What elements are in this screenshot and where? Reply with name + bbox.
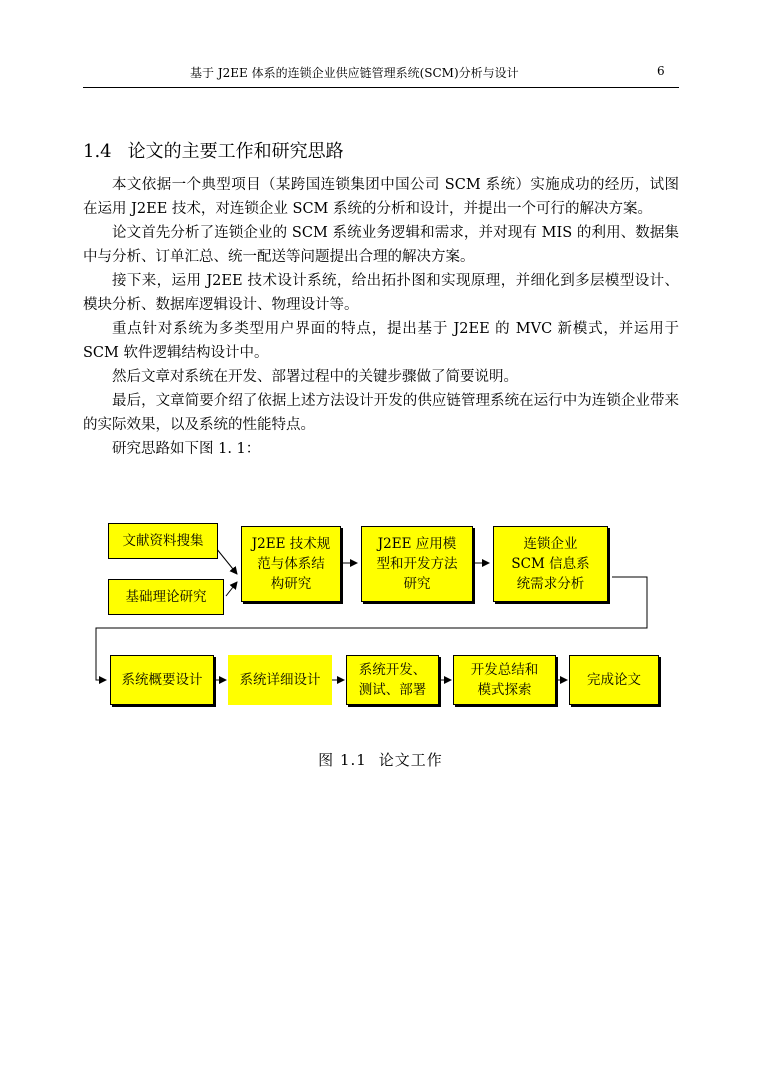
flow-box-development	[346, 655, 439, 705]
box-line: 型和开发方法	[376, 556, 458, 572]
box-line: 测试、部署	[358, 682, 427, 698]
box-line: 完成论文	[587, 672, 641, 688]
flow-box-finish	[569, 655, 659, 705]
box-line: J2EE 应用模	[377, 536, 457, 552]
paragraph: 研究思路如下图 1. 1：	[112, 441, 261, 457]
paragraph: 最后，文章简要介绍了依据上述方法设计开发的供应链管理系统在运行中为连锁企业带来的实际效果，以及系统的性能特点。	[83, 393, 679, 433]
flow-box-requirements	[493, 526, 608, 602]
section-title: 论文的主要工作和研究思路	[127, 141, 344, 162]
figure-number: 图 1.1	[318, 751, 367, 769]
figure-title: 论文工作	[378, 751, 443, 769]
box-line: 研究	[403, 576, 431, 592]
paragraph: 接下来，运用 J2EE 技术设计系统，给出拓扑图和实现原理，并细化到多层模型设计、模块分析、数据库逻辑设计、物理设计等。	[83, 273, 679, 313]
box-line: 连锁企业	[523, 536, 578, 552]
box-line: 基础理论研究	[125, 589, 207, 605]
box-line: SCM 信息系	[511, 556, 590, 572]
box-line: 系统详细设计	[239, 672, 321, 688]
box-line: 系统开发、	[358, 662, 427, 678]
paragraph: 重点针对系统为多类型用户界面的特点，提出基于 J2EE 的 MVC 新模式，并运用于 SCM 软件逻辑结构设计中。	[83, 321, 679, 361]
page-number: 6	[657, 64, 665, 78]
box-line: 范与体系结	[257, 556, 325, 572]
box-line: 开发总结和	[470, 662, 539, 678]
box-line: 系统概要设计	[121, 672, 203, 688]
arrow-theory-to-spec	[226, 582, 237, 596]
box-line: J2EE 技术规	[251, 536, 331, 552]
paragraph: 论文首先分析了连锁企业的 SCM 系统业务逻辑和需求，并对现有 MIS 的利用、数据集中与分析、订单汇总、统一配送等问题提出合理的解决方案。	[83, 225, 679, 265]
box-line: 文献资料搜集	[122, 533, 204, 549]
section-number: 1.4	[83, 141, 112, 162]
arrow-lit-to-spec	[216, 548, 237, 574]
paragraph: 然后文章对系统在开发、部署过程中的关键步骤做了简要说明。	[112, 369, 518, 385]
figure-caption	[0, 749, 761, 770]
flow-box-j2ee-spec	[241, 526, 341, 602]
box-line: 模式探索	[477, 682, 532, 698]
header-title: 基于 J2EE 体系的连锁企业供应链管理系统(SCM)分析与设计	[190, 66, 519, 80]
flow-box-summary	[453, 655, 556, 705]
flow-box-overview-design	[110, 655, 214, 705]
paragraph: 本文依据一个典型项目（某跨国连锁集团中国公司 SCM 系统）实施成功的经历，试图在运用 J2EE 技术，对连锁企业 SCM 系统的分析和设计，并提出一个可行的解决方案。	[83, 177, 679, 217]
flow-box-detail-design	[228, 655, 332, 705]
flow-box-literature	[108, 523, 218, 559]
flow-box-j2ee-app	[361, 526, 473, 602]
box-line: 统需求分析	[516, 576, 585, 592]
flow-box-theory	[108, 579, 224, 615]
box-line: 构研究	[270, 576, 312, 592]
